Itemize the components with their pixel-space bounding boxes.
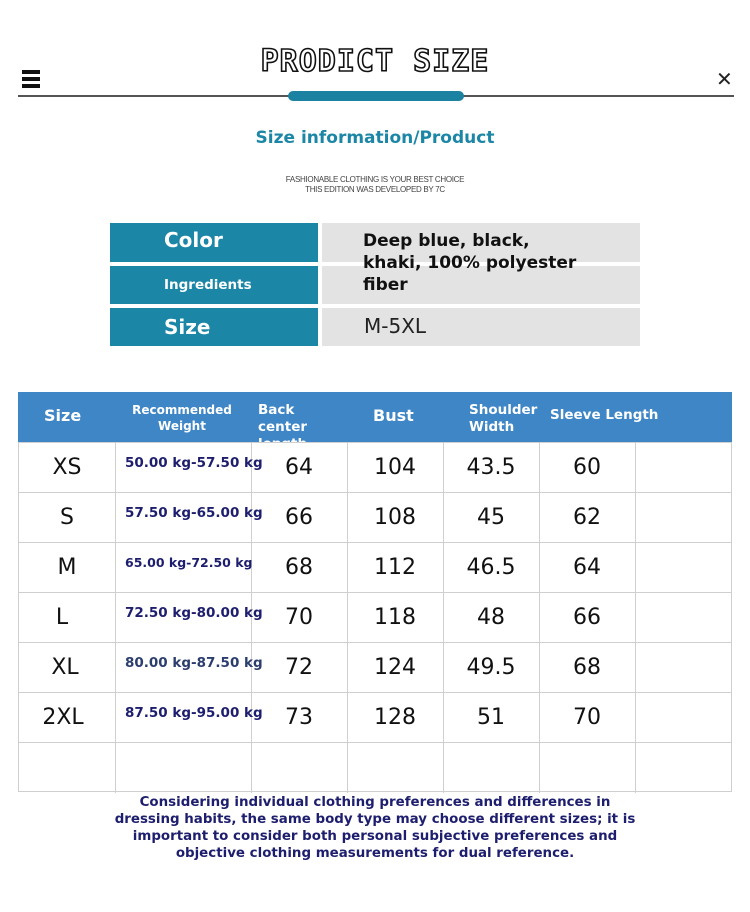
table-body: [18, 442, 732, 792]
row-xs-bust: 104: [374, 455, 416, 480]
tagline-line-2: THIS EDITION WAS DEVELOPED BY 7C: [305, 185, 445, 194]
row-m-back: 68: [285, 555, 313, 580]
page-title: PRODICT SIZE: [260, 44, 490, 79]
size-label: Size: [110, 308, 318, 346]
table-header: [18, 392, 732, 452]
row-divider: [19, 742, 731, 743]
row-l-weight: 72.50 kg-80.00 kg: [125, 605, 263, 621]
row-xl-shoulder: 49.5: [466, 655, 516, 680]
row-2xl-weight: 87.50 kg-95.00 kg: [125, 705, 263, 721]
close-icon[interactable]: ✕: [716, 67, 733, 91]
row-xl-sleeve: 68: [573, 655, 601, 680]
row-m-bust: 112: [374, 555, 416, 580]
ingredients-label: Ingredients: [110, 266, 318, 304]
row-xs-size: XS: [52, 455, 82, 480]
row-m-sleeve: 64: [573, 555, 601, 580]
header-sleeve-length: Sleeve Length: [550, 407, 659, 423]
row-2xl-shoulder: 51: [477, 705, 505, 730]
row-s-back: 66: [285, 505, 313, 530]
row-xl-bust: 124: [374, 655, 416, 680]
row-s-size: S: [60, 505, 74, 530]
row-2xl-size: 2XL: [42, 705, 84, 730]
column-divider: [115, 443, 116, 793]
row-l-sleeve: 66: [573, 605, 601, 630]
color-ingredients-value: Deep blue, black, khaki, 100% polyester fiber: [363, 231, 577, 295]
row-s-bust: 108: [374, 505, 416, 530]
row-s-weight: 57.50 kg-65.00 kg: [125, 505, 263, 521]
color-label: Color: [110, 223, 318, 262]
row-s-shoulder: 45: [477, 505, 505, 530]
header-accent-bar: [288, 91, 464, 101]
sizing-note: Considering individual clothing preferences and differences in dressing habits, the same body type may choose different sizes; it is important to consider both personal subjective preferences and objective clothing measurements for dual reference.: [114, 795, 636, 861]
row-divider: [19, 592, 731, 593]
row-xl-size: XL: [51, 655, 79, 680]
row-divider: [19, 692, 731, 693]
row-divider: [19, 542, 731, 543]
row-xl-weight: 80.00 kg-87.50 kg: [125, 655, 263, 671]
row-l-bust: 118: [374, 605, 416, 630]
header-shoulder-width: Shoulder Width: [469, 402, 538, 435]
tagline: [0, 175, 750, 195]
row-2xl-back: 73: [285, 705, 313, 730]
header-recommended-weight: Recommended Weight: [132, 403, 232, 433]
row-divider: [19, 492, 731, 493]
row-m-weight: 65.00 kg-72.50 kg: [125, 555, 253, 570]
row-2xl-sleeve: 70: [573, 705, 601, 730]
row-xs-shoulder: 43.5: [466, 455, 516, 480]
row-xs-sleeve: 60: [573, 455, 601, 480]
header-back-center-length: Back center length: [258, 402, 308, 452]
hamburger-menu-icon[interactable]: [22, 70, 40, 88]
row-xs-weight: 50.00 kg-57.50 kg: [125, 455, 263, 471]
section-subtitle: Size information/Product: [255, 128, 495, 148]
row-s-sleeve: 62: [573, 505, 601, 530]
row-m-shoulder: 46.5: [466, 555, 516, 580]
tagline-line-1: FASHIONABLE CLOTHING IS YOUR BEST CHOICE: [285, 175, 465, 184]
row-l-size: L: [55, 605, 69, 630]
column-divider: [635, 443, 636, 793]
row-l-shoulder: 48: [477, 605, 505, 630]
row-2xl-bust: 128: [374, 705, 416, 730]
header-bust: Bust: [373, 406, 414, 425]
row-xs-back: 64: [285, 455, 313, 480]
row-l-back: 70: [285, 605, 313, 630]
row-divider: [19, 642, 731, 643]
row-xl-back: 72: [285, 655, 313, 680]
size-range-value: M-5XL: [364, 314, 427, 338]
row-m-size: M: [57, 555, 77, 580]
header-size: Size: [44, 406, 82, 425]
